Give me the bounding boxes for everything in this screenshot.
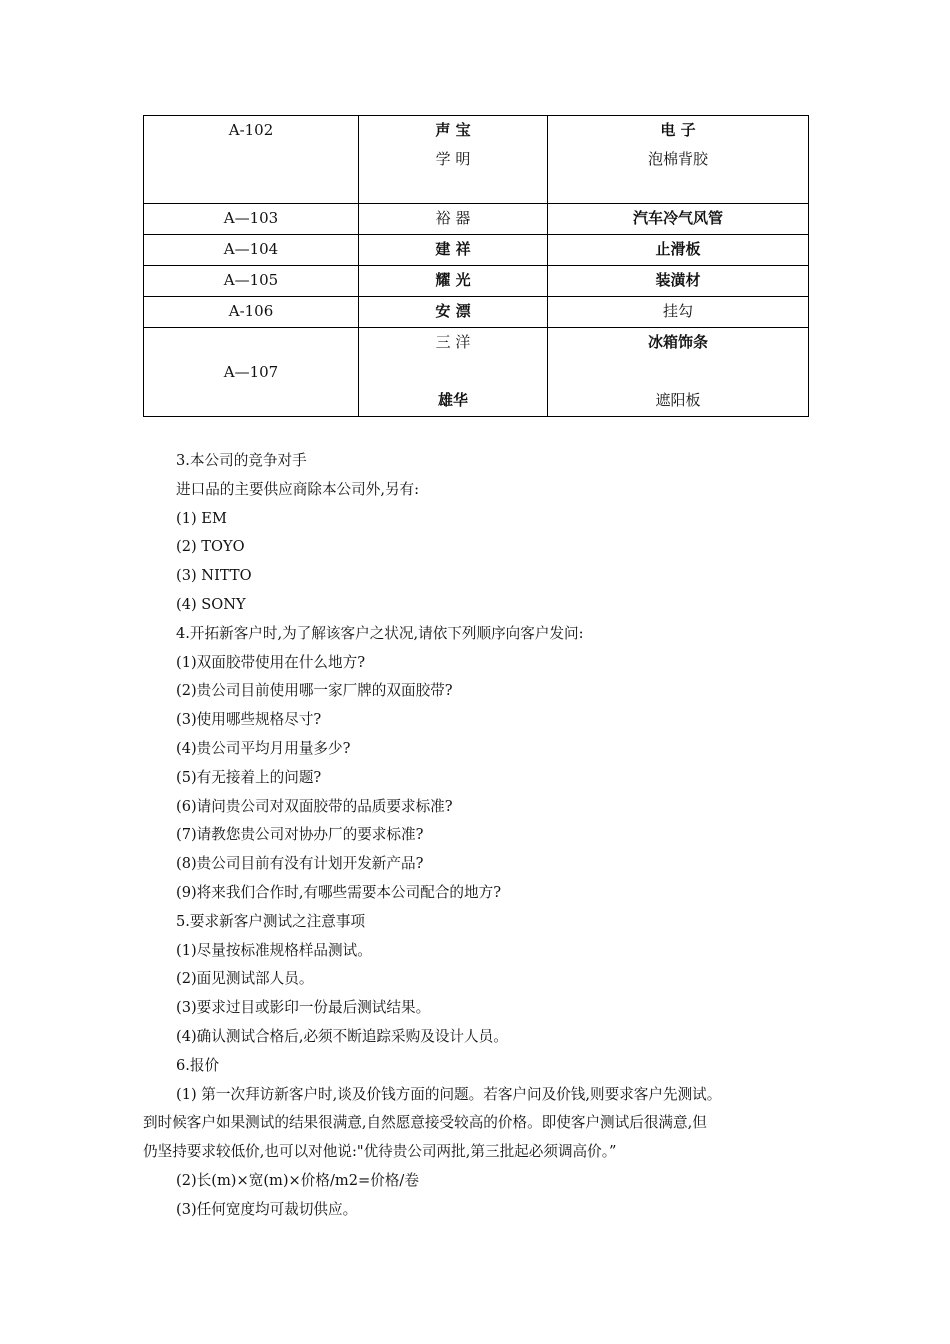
list-item: (2) TOYO: [176, 538, 245, 556]
list-item: (3)使用哪些规格尽寸?: [176, 711, 322, 729]
code-cell: [144, 204, 359, 235]
paragraph-line: 到时候客户如果测试的结果很满意,自然愿意接受较高的价格。即使客户测试后很满意,但: [143, 1114, 707, 1132]
list-item: (3)要求过目或影印一份最后测试结果。: [176, 999, 431, 1017]
company-text: 三 洋: [435, 333, 471, 351]
company-text: 裕 器: [435, 209, 471, 227]
product-text: 电 子: [660, 121, 696, 139]
product-text: 汽车冷气风管: [632, 209, 723, 227]
list-item: (9)将来我们合作时,有哪些需要本公司配合的地方?: [176, 883, 502, 901]
company-cell: [359, 204, 548, 235]
section-heading: 3.本公司的竞争对手: [176, 452, 307, 469]
company-cell: [359, 116, 548, 204]
table-row: [144, 328, 809, 417]
product-cell: [548, 297, 809, 328]
paragraph: 进口品的主要供应商除本公司外,另有:: [176, 480, 420, 498]
product-text: 止滑板: [655, 240, 701, 258]
code-text: A—107: [223, 362, 279, 381]
product-text: 挂勾: [662, 302, 693, 320]
paragraph-line: (1) 第一次拜访新客户时,谈及价钱方面的问题。若客户问及价钱,则要求客户先测试。: [176, 1085, 722, 1103]
code-cell: [144, 328, 359, 417]
code-text: A—104: [223, 240, 279, 258]
product-text: 装潢材: [655, 271, 701, 289]
company-cell: [359, 328, 548, 417]
code-cell: [144, 235, 359, 266]
formula-line: (2)长(m)×宽(m)×价格/m2=价格/卷: [176, 1171, 419, 1189]
paragraph-line: 仍坚持要求较低价,也可以对他说:"优待贵公司两批,第三批起必须调高价。”: [143, 1143, 617, 1161]
list-item: (7)请教您贵公司对协办厂的要求标准?: [176, 826, 424, 844]
section-heading: 4.开拓新客户时,为了解该客户之状况,请依下列顺序向客户发问:: [176, 624, 584, 642]
company-cell: [359, 297, 548, 328]
list-item: (4)贵公司平均月用量多少?: [176, 739, 351, 757]
list-item: (3)任何宽度均可裁切供应。: [176, 1200, 358, 1218]
company-text: 声 宝: [435, 121, 471, 139]
company-cell: [359, 235, 548, 266]
product-text: 泡棉背胶: [647, 150, 708, 168]
product-cell: [548, 204, 809, 235]
code-cell: [144, 266, 359, 297]
list-item: (4) SONY: [176, 595, 246, 613]
list-item: (6)请问贵公司对双面胶带的品质要求标准?: [176, 797, 453, 815]
company-text: 雄华: [437, 391, 468, 409]
table-row: [144, 235, 809, 266]
section-heading: 5.要求新客户测试之注意事项: [176, 912, 366, 930]
client-table: [143, 115, 809, 417]
product-cell: [548, 328, 809, 417]
product-cell: [548, 235, 809, 266]
list-item: (1) EM: [176, 509, 227, 527]
document-body: [143, 447, 813, 1225]
company-text: 安 漂: [435, 302, 471, 320]
table-row: [144, 266, 809, 297]
code-cell: [144, 297, 359, 328]
list-item: (3) NITTO: [176, 567, 252, 585]
list-item: (2)贵公司目前使用哪一家厂牌的双面胶带?: [176, 682, 453, 700]
list-item: (1)双面胶带使用在什么地方?: [176, 653, 366, 671]
list-item: (2)面见测试部人员。: [176, 970, 314, 988]
product-text: 遮阳板: [655, 391, 701, 409]
product-text: 冰箱饰条: [647, 333, 708, 351]
list-item: (5)有无接着上的问题?: [176, 768, 322, 786]
code-text: A—103: [223, 209, 279, 227]
code-text: A-106: [228, 302, 274, 320]
product-cell: [548, 116, 809, 204]
table-row: [144, 204, 809, 235]
section-heading: 6.报价: [176, 1056, 220, 1074]
company-text: 耀 光: [435, 271, 471, 289]
code-text: A—105: [223, 271, 279, 289]
list-item: (8)贵公司目前有没有计划开发新产品?: [176, 855, 424, 873]
code-text: A-102: [228, 121, 274, 139]
company-text: 建 祥: [435, 240, 471, 258]
code-cell: [144, 116, 359, 204]
table-row: [144, 116, 809, 204]
list-item: (4)确认测试合格后,必须不断追踪采购及设计人员。: [176, 1027, 508, 1045]
list-item: (1)尽量按标准规格样品测试。: [176, 941, 372, 959]
product-cell: [548, 266, 809, 297]
company-text: 学 明: [435, 150, 471, 168]
table-row: [144, 297, 809, 328]
company-cell: [359, 266, 548, 297]
